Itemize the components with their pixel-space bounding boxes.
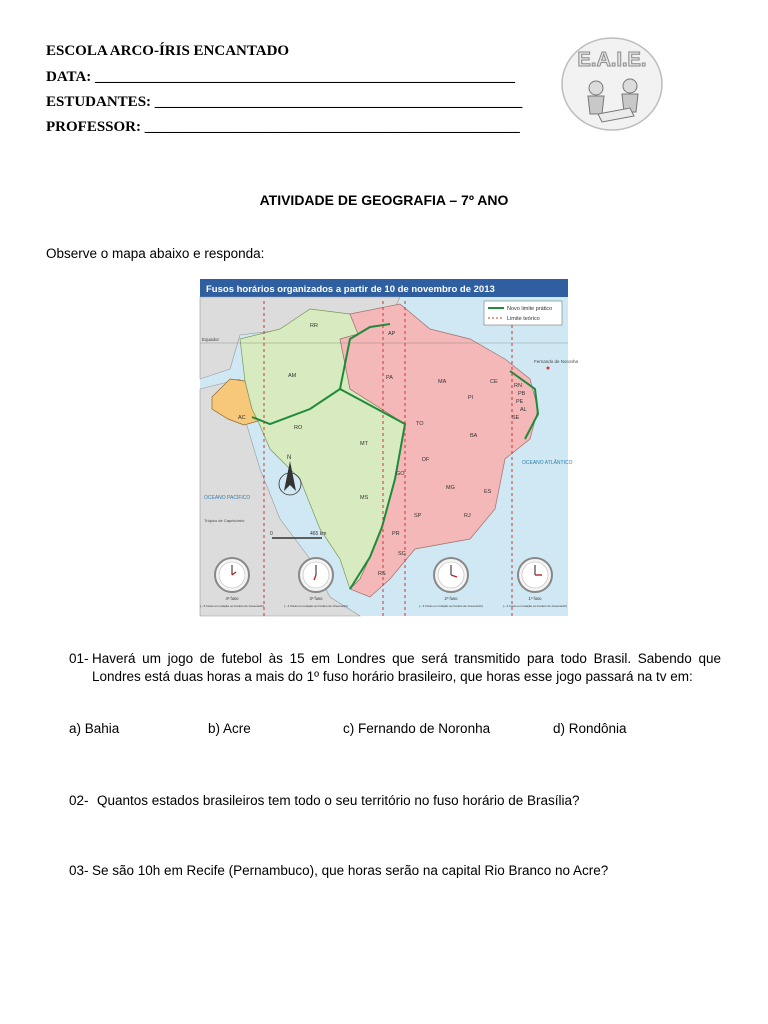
legend-practical: Novo limite prático — [507, 306, 553, 312]
question-3 — [69, 862, 721, 880]
map-title: Fusos horários organizados a partir de 10 de novembro de 2013 — [206, 284, 495, 295]
state-label-to: TO — [416, 421, 424, 427]
state-label-ce: CE — [490, 379, 498, 385]
option-d: d) Rondônia — [553, 721, 627, 736]
state-label-pa: PA — [386, 375, 393, 381]
clock-zone-desc: (– 4 horas em relação ao horário de Greenwich) — [284, 604, 348, 608]
question-1-text: Haverá um jogo de futebol às 15 em Londres que será transmitido para todo Brasil. Sabendo que Londres está duas horas a mais do 1º fuso horário brasileiro, que horas esse jogo passará na tv em: — [92, 651, 721, 684]
date-field: DATA: ________________________________________________________ — [46, 69, 516, 85]
legend-theoretical: Limite teórico — [507, 316, 540, 322]
question-1 — [69, 650, 721, 686]
state-label-ba: BA — [470, 433, 478, 439]
question-2 — [69, 792, 721, 810]
pacific-label: OCEANO PACÍFICO — [204, 495, 251, 501]
timezone-map — [200, 279, 579, 616]
svg-text:0: 0 — [270, 531, 273, 537]
state-label-pe: PE — [516, 399, 524, 405]
option-c: c) Fernando de Noronha — [343, 721, 491, 736]
question-1-number: 01- — [69, 651, 89, 666]
state-label-ms: MS — [360, 495, 369, 501]
logo-lettering: E.A.I.E. — [577, 49, 647, 71]
state-label-ap: AP — [388, 331, 396, 337]
state-label-pb: PB — [518, 391, 526, 397]
option-a: a) Bahia — [69, 721, 120, 736]
state-label-se: SE — [512, 415, 520, 421]
option-b: b) Acre — [208, 721, 251, 736]
state-label-sc: SC — [398, 551, 406, 557]
state-label-pr: PR — [392, 531, 400, 537]
state-label-es: ES — [484, 489, 492, 495]
state-label-ro: RO — [294, 425, 303, 431]
state-label-rs: RS — [378, 571, 386, 577]
question-3-number: 03- — [69, 863, 89, 878]
clock-zone-label: 3º fuso — [309, 596, 323, 601]
state-label-rr: RR — [310, 323, 318, 329]
students-field: ESTUDANTES: _________________________________________________ — [46, 94, 523, 110]
state-label-mt: MT — [360, 441, 368, 447]
activity-title: ATIVIDADE DE GEOGRAFIA – 7º ANO — [259, 192, 509, 208]
clock-zone-desc: (– 5 horas em relação ao horário de Greenwich) — [200, 604, 264, 608]
question-2-text: Quantos estados brasileiros tem todo o seu território no fuso horário de Brasília? — [97, 793, 580, 808]
noronha-label: Fernando de Noronha — [534, 359, 579, 364]
north-label: N — [287, 455, 292, 461]
question-3-text: Se são 10h em Recife (Pernambuco), que horas serão na capital Rio Branco no Acre? — [92, 863, 609, 878]
state-label-df: DF — [422, 457, 430, 463]
school-name: ESCOLA ARCO-ÍRIS ENCANTADO — [46, 43, 290, 59]
scale-label: 465 km — [310, 531, 327, 537]
capricorn-label: Trópico de Capricórnio — [204, 518, 245, 523]
clock-zone-desc: (– 3 horas em relação ao horário de Greenwich) — [419, 604, 483, 608]
state-label-rj: RJ — [464, 513, 471, 519]
atlantic-label: OCEANO ATLÂNTICO — [522, 460, 573, 466]
clock-zone-desc: (– 2 horas em relação ao horário de Greenwich) — [503, 604, 567, 608]
state-label-ac: AC — [238, 415, 246, 421]
question-2-number: 02- — [69, 793, 89, 808]
clock-zone-label: 4º fuso — [225, 596, 239, 601]
state-label-al: AL — [520, 407, 527, 413]
clock-zone-label: 1º fuso — [528, 596, 542, 601]
clock-zone-label: 2º fuso — [444, 596, 458, 601]
teacher-field: PROFESSOR: __________________________________________________ — [46, 119, 520, 135]
state-label-rn: RN — [514, 383, 522, 389]
state-label-mg: MG — [446, 485, 455, 491]
state-label-pi: PI — [468, 395, 474, 401]
state-label-am: AM — [288, 373, 297, 379]
state-label-ma: MA — [438, 379, 447, 385]
state-label-go: GO — [396, 471, 405, 477]
school-logo — [560, 36, 664, 132]
equator-label: Equador — [202, 337, 220, 342]
state-label-sp: SP — [414, 513, 422, 519]
intro-text: Observe o mapa abaixo e responda: — [46, 246, 265, 261]
